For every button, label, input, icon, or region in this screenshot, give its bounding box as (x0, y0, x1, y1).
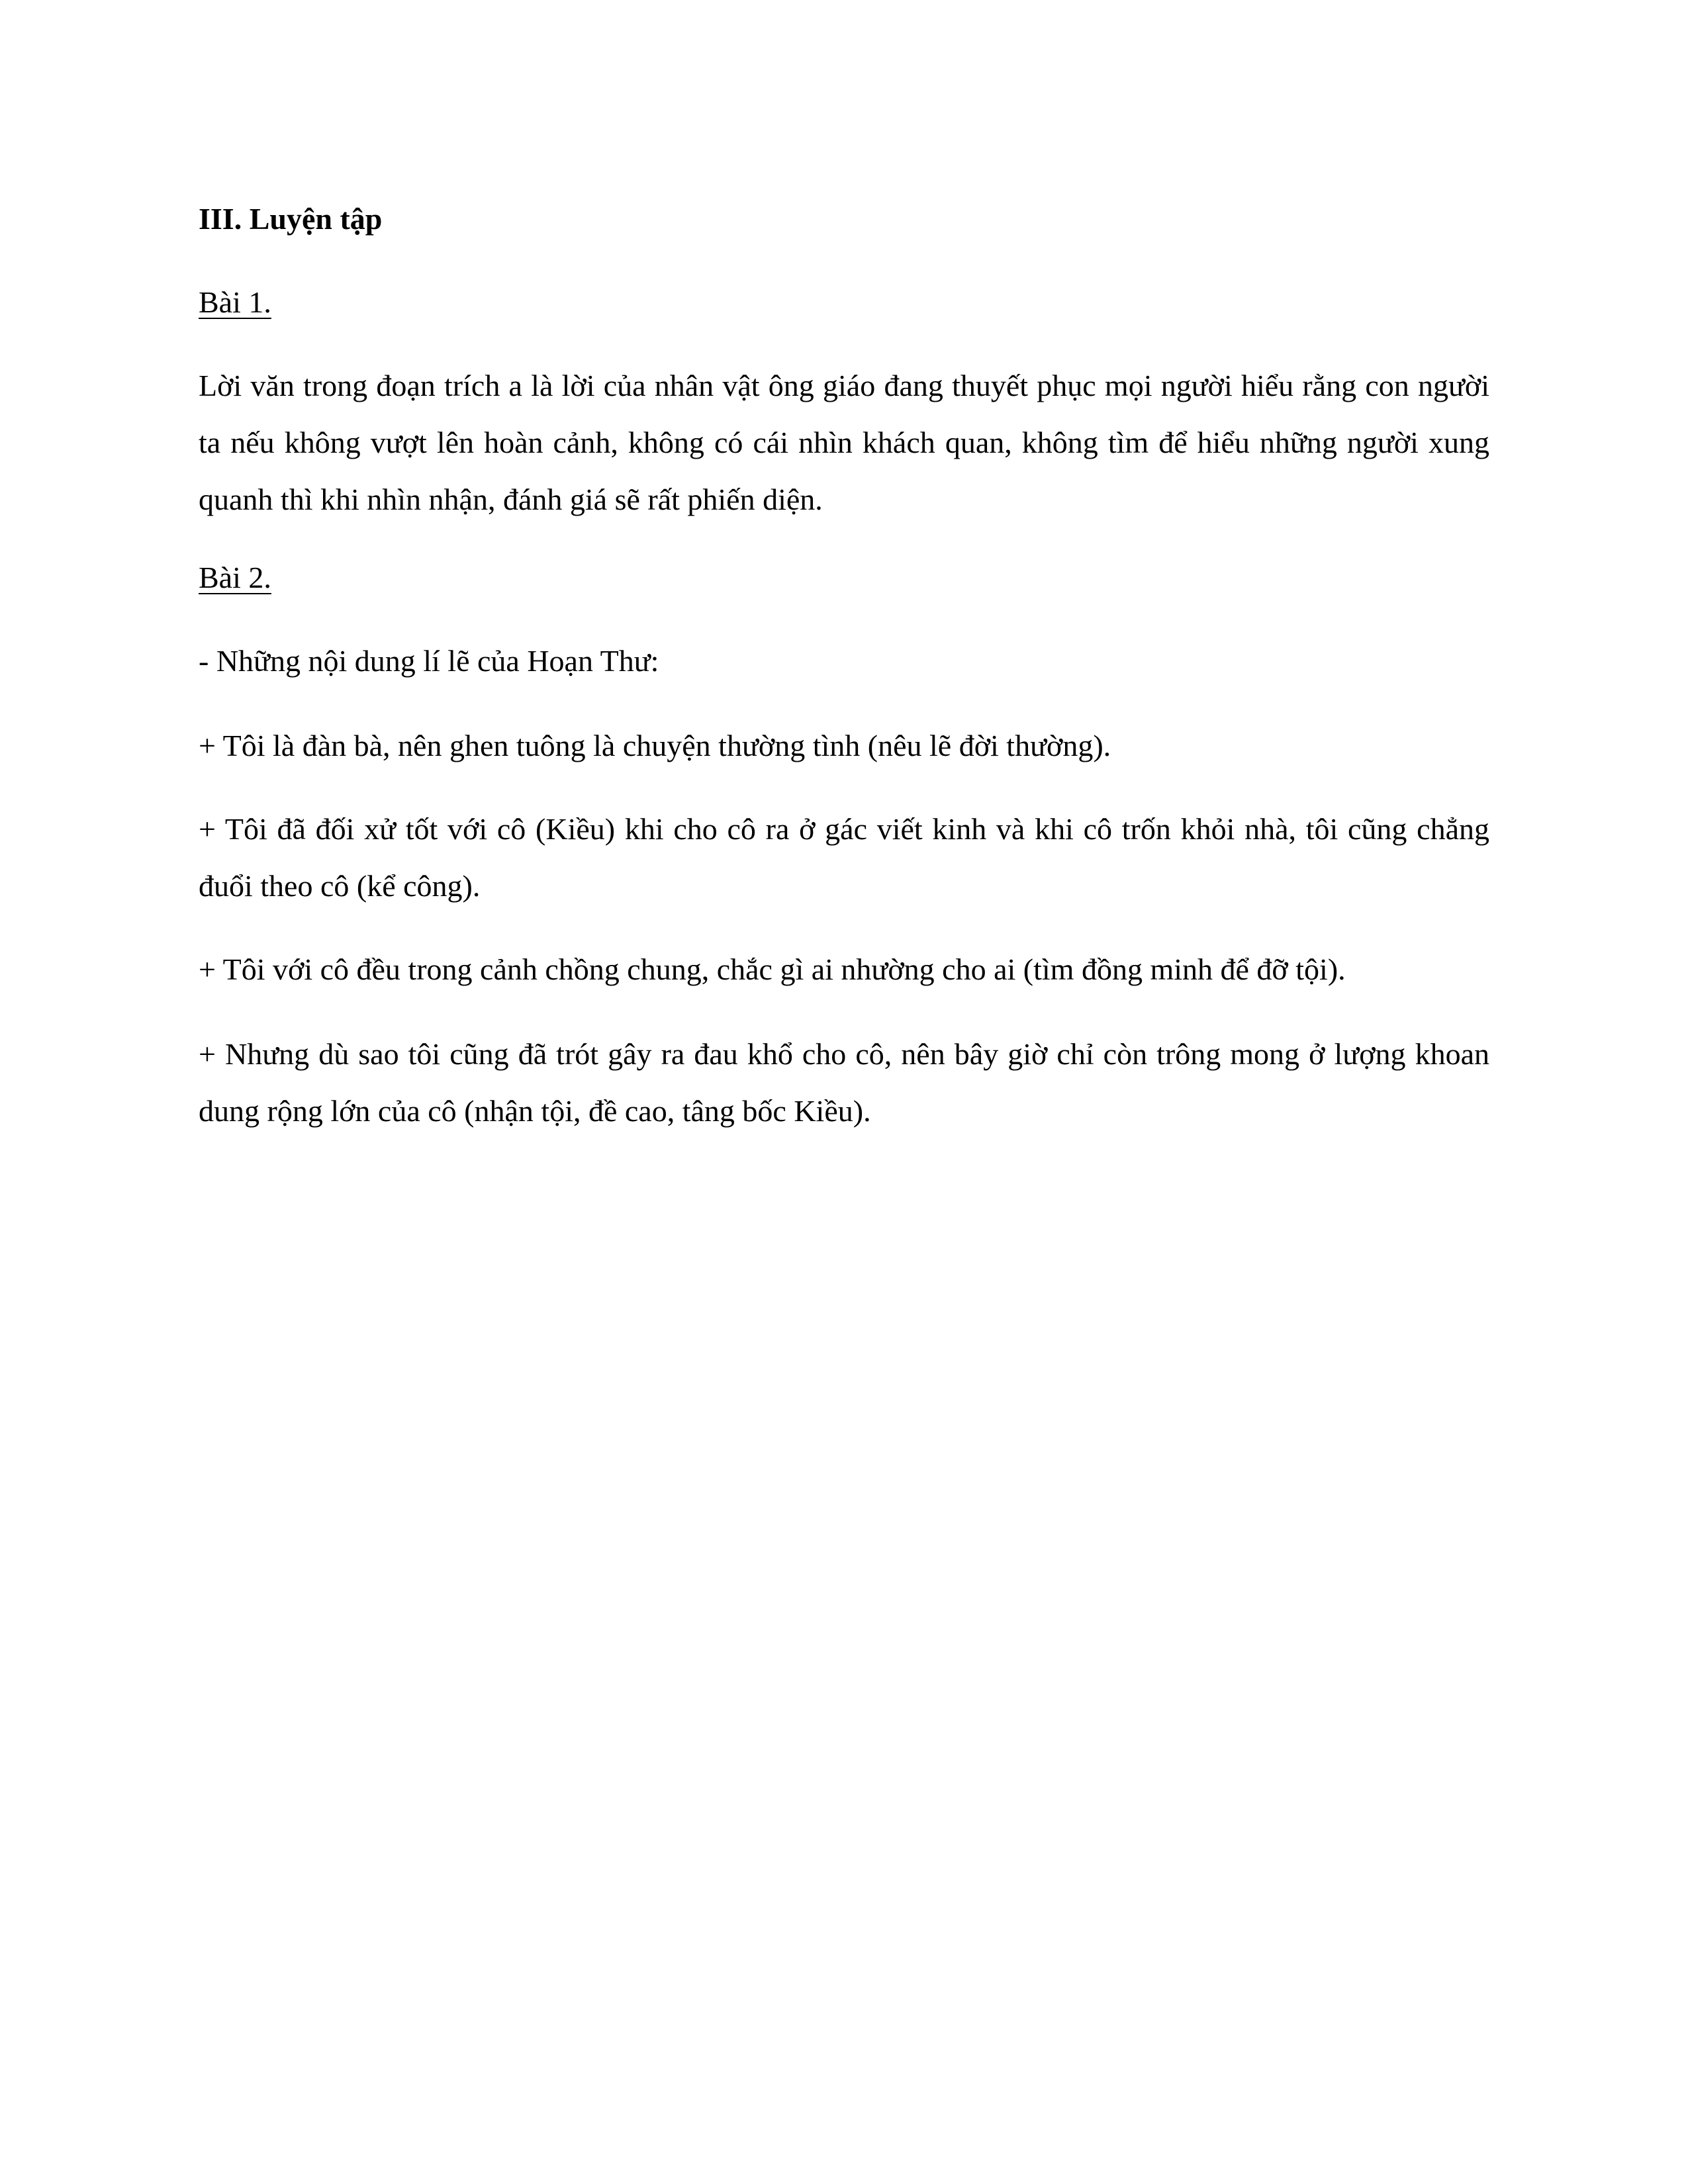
exercise-2-point: + Tôi là đàn bà, nên ghen tuông là chuyện thường tình (nêu lẽ đời thường). (199, 729, 1111, 762)
exercise-2-point: + Tôi đã đối xử tốt với cô (Kiều) khi cho cô ra ở gác viết kinh và khi cô trốn khỏi nhà, tôi cũng chẳng đuổi theo cô (kể công). (199, 812, 1489, 903)
exercise-2-intro: - Những nội dung lí lẽ của Hoạn Thư: (199, 644, 659, 678)
exercise-2-label: Bài 2. (199, 561, 271, 594)
exercise-1-paragraph: Lời văn trong đoạn trích a là lời của nhân vật ông giáo đang thuyết phục mọi người hiểu rằng con người ta nếu không vượt lên hoàn cảnh, không có cái nhìn khách quan, không tìm để hiểu những người xung quanh thì khi nhìn nhận, đánh giá sẽ rất phiến diện. (199, 369, 1489, 516)
exercise-1-label: Bài 1. (199, 285, 271, 319)
exercise-2-point: + Nhưng dù sao tôi cũng đã trót gây ra đau khổ cho cô, nên bây giờ chỉ còn trông mong ở lượng khoan dung rộng lớn của cô (nhận tội, đề cao, tâng bốc Kiều). (199, 1037, 1489, 1128)
exercise-2-point: + Tôi với cô đều trong cảnh chồng chung, chắc gì ai nhường cho ai (tìm đồng minh để đỡ tội). (199, 952, 1346, 986)
document-page (199, 0, 1489, 2184)
section-title: III. Luyện tập (199, 202, 383, 236)
